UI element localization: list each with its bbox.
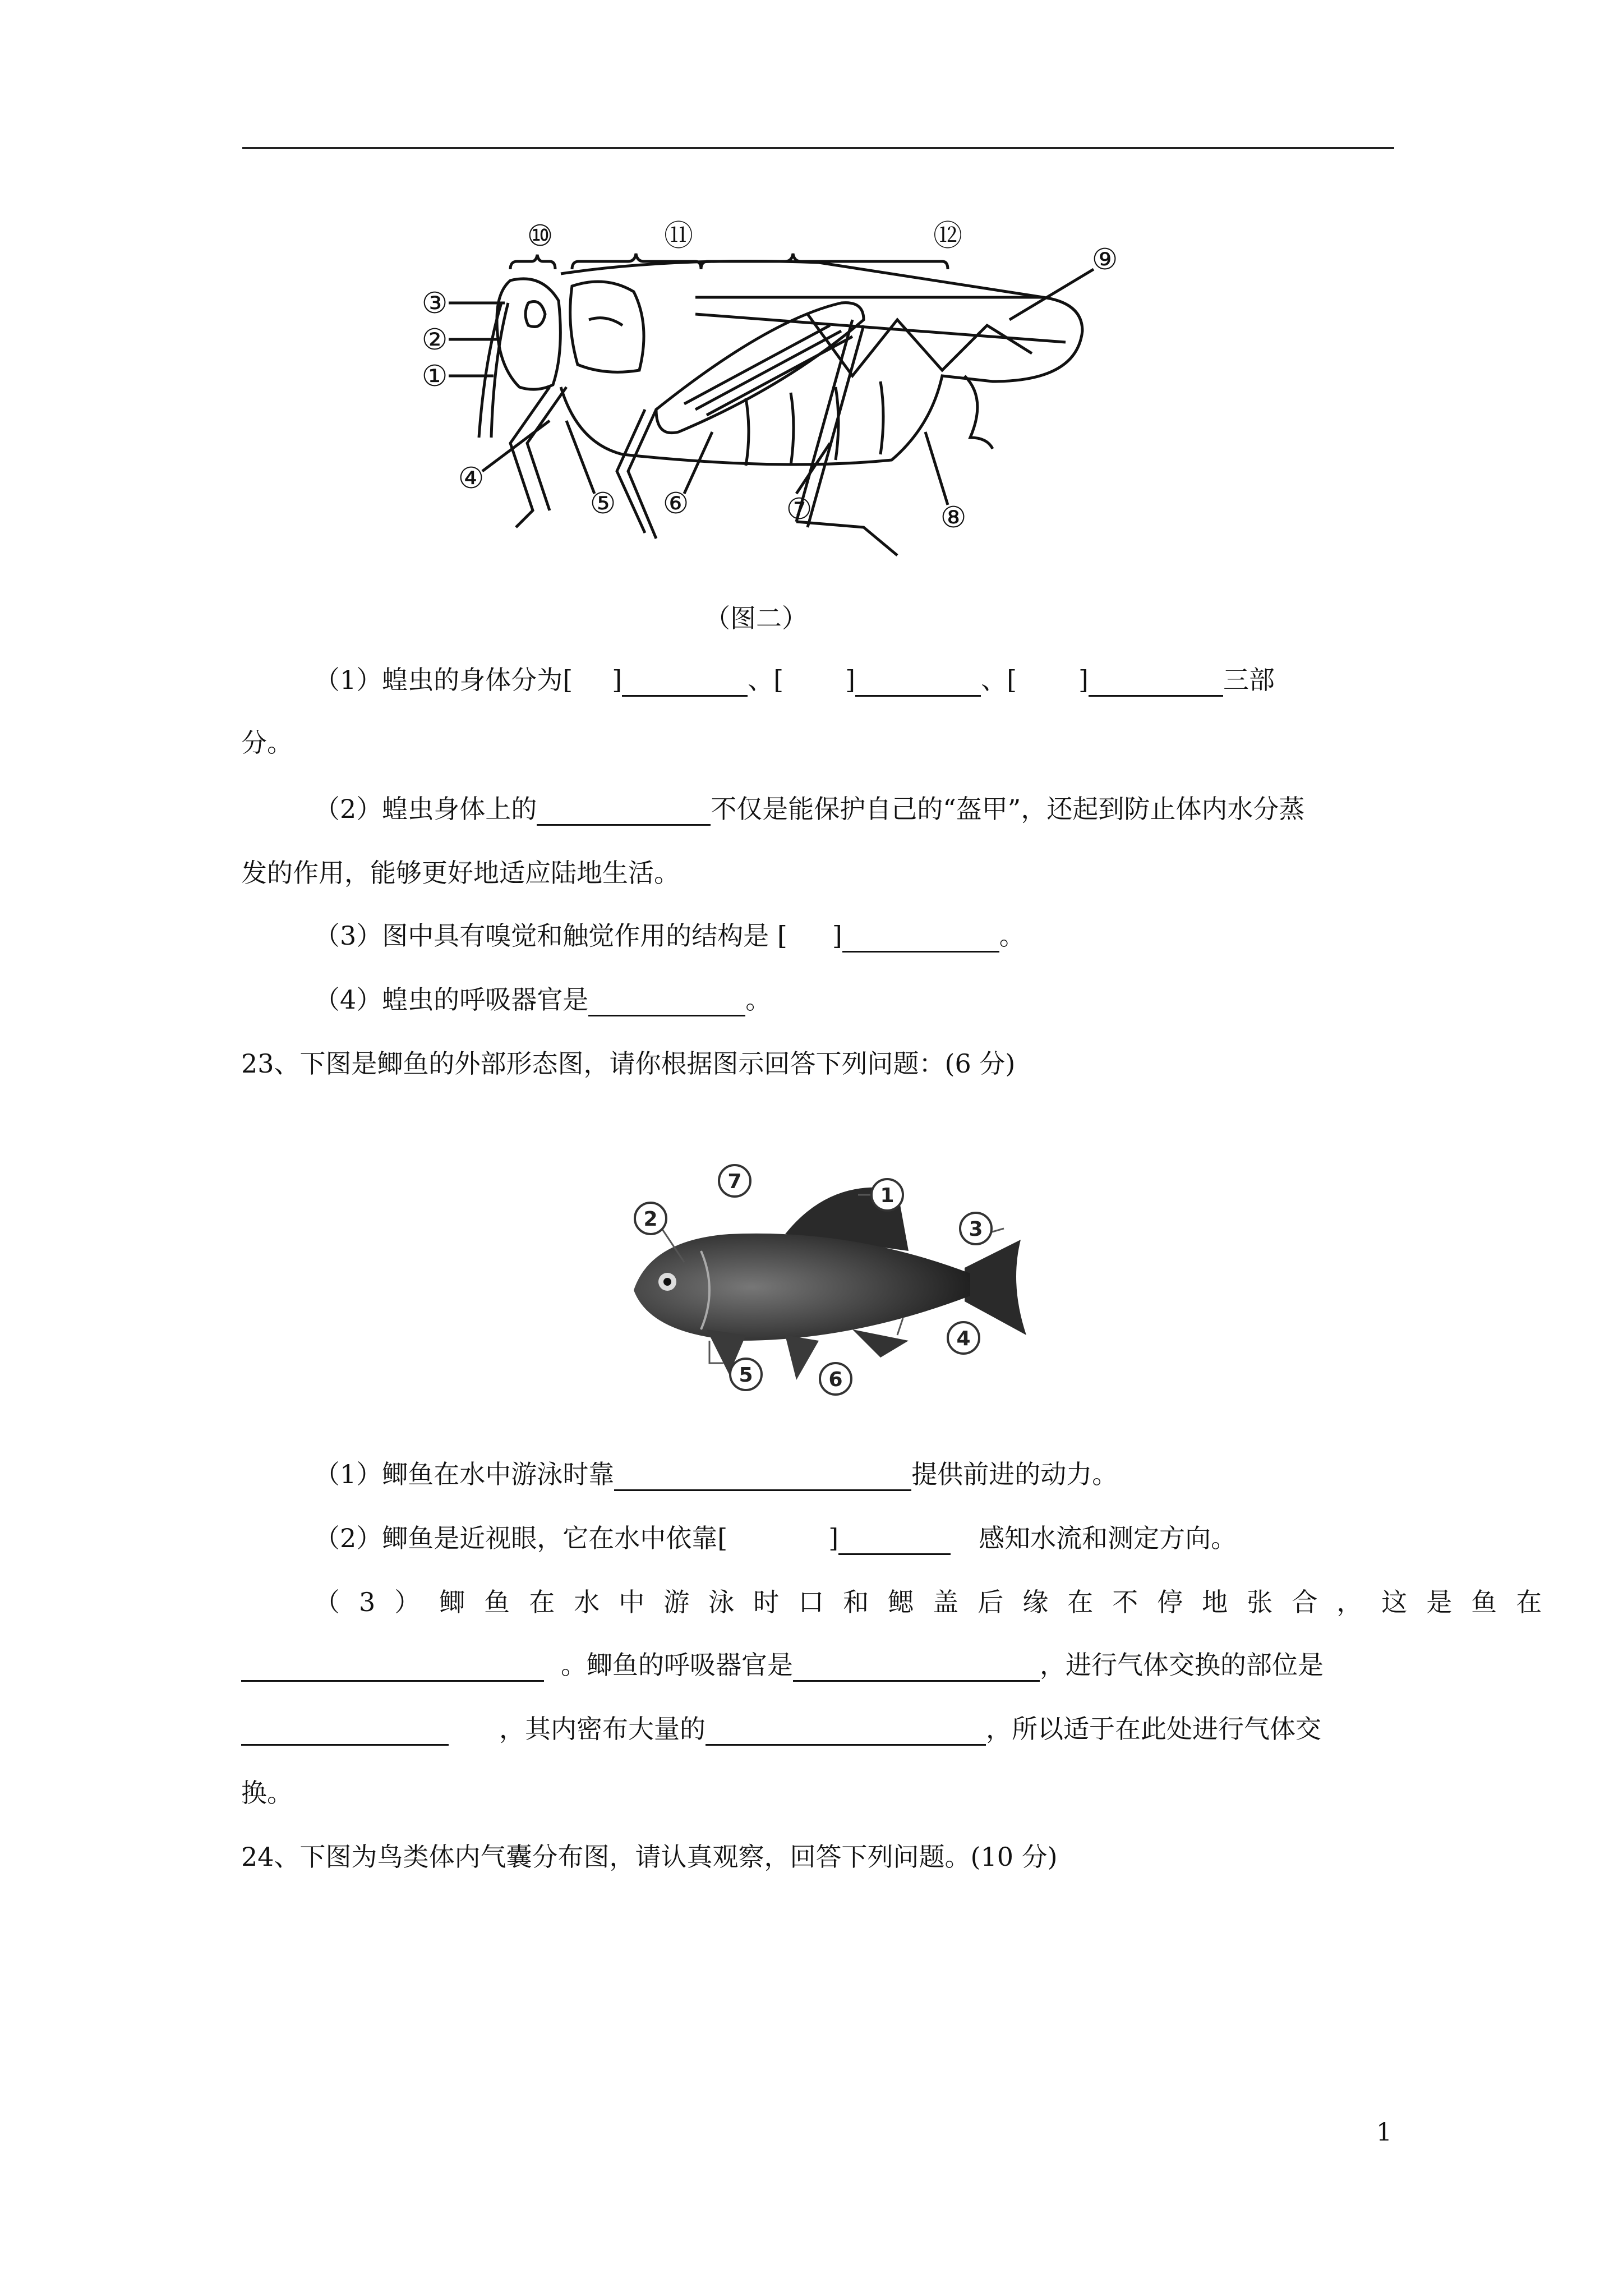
blank-swimming-power[interactable] xyxy=(614,1465,911,1491)
fish-label-7: 7 xyxy=(727,1170,742,1193)
label-8: ⑧ xyxy=(940,501,967,535)
q23-part1: （1）鲫鱼在水中游泳时靠 提供前进的动力。 xyxy=(241,1457,1469,1491)
label-6: ⑥ xyxy=(662,487,689,521)
figure-caption: （图二） xyxy=(704,603,808,633)
label-2: ② xyxy=(421,323,448,357)
q22-part3: （3）图中具有嗅觉和触觉作用的结构是 [ ] 。 xyxy=(241,919,1469,953)
page-number: 1 xyxy=(1376,2118,1392,2147)
fish-label-1: 1 xyxy=(880,1184,895,1207)
label-7: ⑦ xyxy=(786,493,813,526)
q22-part2-cont: 发的作用，能够更好地适应陆地生活。 xyxy=(241,858,680,888)
label-12: ⑫ xyxy=(933,219,963,253)
label-4: ④ xyxy=(458,462,485,495)
label-1: ① xyxy=(421,360,448,393)
q23-part3-cont2: ，其内密布大量的 ，所以适于在此处进行气体交 xyxy=(241,1712,1396,1746)
q22-part1-cont: 分。 xyxy=(241,728,293,758)
blank-antenna[interactable] xyxy=(842,926,999,953)
fish-label-3: 3 xyxy=(969,1218,983,1241)
label-11: ⑪ xyxy=(663,219,694,253)
grasshopper-figure xyxy=(381,208,1256,578)
blank-body-part-1[interactable] xyxy=(622,670,748,697)
fish-figure xyxy=(617,1156,1066,1402)
fish-label-5: 5 xyxy=(739,1364,753,1387)
blank-capillaries[interactable] xyxy=(706,1719,986,1746)
blank-exoskeleton[interactable] xyxy=(537,799,711,826)
blank-respiratory-organ[interactable] xyxy=(588,990,745,1016)
q22-part1: （1）蝗虫的身体分为[ ] 、[ ] 、[ ] 三部 xyxy=(241,663,1469,697)
blank-gas-exchange-site[interactable] xyxy=(241,1719,449,1746)
label-5: ⑤ xyxy=(589,487,616,521)
blank-lateral-line[interactable] xyxy=(838,1529,951,1555)
fish-label-2: 2 xyxy=(643,1208,658,1231)
q23-part2: （2）鲫鱼是近视眼，它在水中依靠[ ] 感知水流和测定方向。 xyxy=(241,1521,1469,1555)
label-10: ⑩ xyxy=(527,219,554,253)
q22-part4: （4）蝗虫的呼吸器官是 。 xyxy=(241,983,1469,1016)
q23-title: 23、下图是鲫鱼的外部形态图，请你根据图示回答下列问题：(6 分) xyxy=(241,1048,1016,1079)
blank-body-part-3[interactable] xyxy=(1089,670,1223,697)
header-rule xyxy=(242,147,1394,149)
q23-part3-cont1: 。鲫鱼的呼吸器官是 ，进行气体交换的部位是 xyxy=(241,1648,1396,1682)
blank-breathing-action[interactable] xyxy=(241,1655,544,1682)
label-9: ⑨ xyxy=(1091,243,1118,277)
blank-body-part-2[interactable] xyxy=(855,670,981,697)
fish-label-4: 4 xyxy=(956,1327,971,1350)
blank-respiratory-organ-fish[interactable] xyxy=(793,1655,1040,1682)
q22-part2: （2）蝗虫身体上的 不仅是能保护自己的“盔甲”，还起到防止体内水分蒸 xyxy=(241,792,1469,826)
q23-part3: （3）鲫鱼在水中游泳时口和鳃盖后缘在不停地张合，这是鱼在 xyxy=(314,1587,1561,1617)
q23-part3-cont3: 换。 xyxy=(241,1778,293,1808)
label-3: ③ xyxy=(421,287,448,320)
q24-title: 24、下图为鸟类体内气囊分布图，请认真观察，回答下列问题。(10 分) xyxy=(241,1842,1058,1872)
fish-label-6: 6 xyxy=(828,1368,843,1391)
